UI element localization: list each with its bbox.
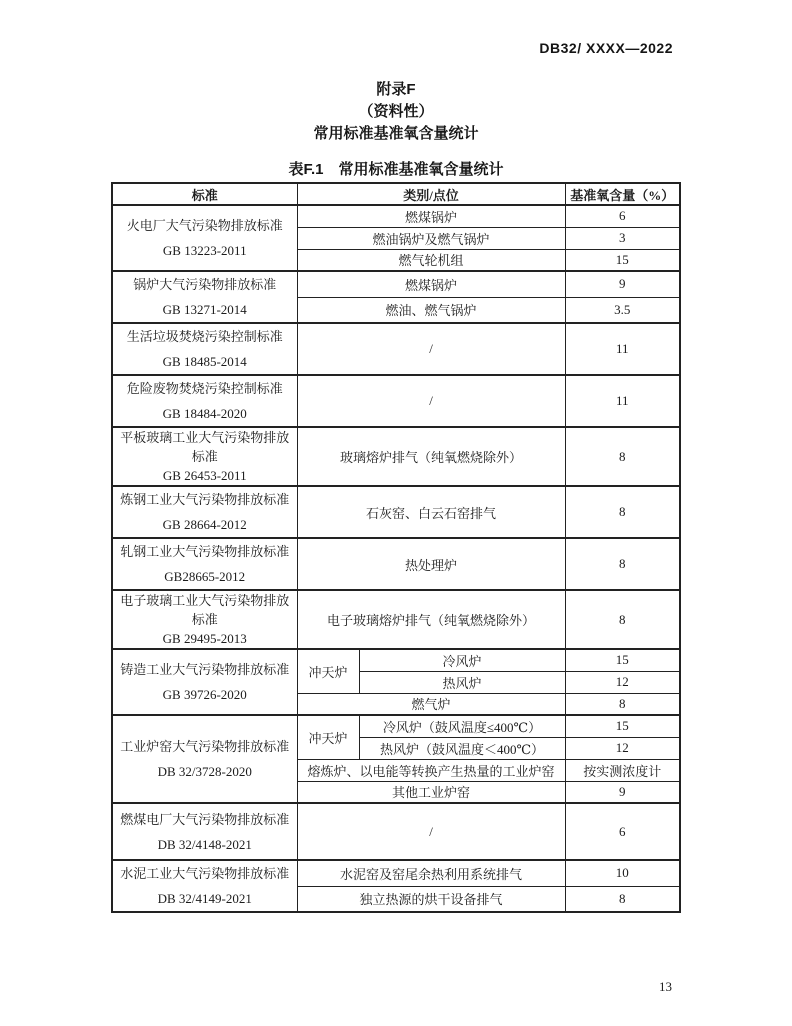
appendix-kind: （资料性） [358, 103, 434, 120]
standard-code: GB 39726-2020 [162, 687, 247, 702]
standard-name: 锅炉大气污染物排放标准 [133, 277, 277, 292]
category-cell: / [297, 375, 565, 427]
subgroup-cell: 冲天炉 [297, 715, 359, 759]
value-cell: 8 [565, 886, 680, 912]
category-cell: 热处理炉 [297, 538, 565, 590]
value-cell: 15 [565, 249, 680, 271]
document-header-code: DB32/ XXXX—2022 [539, 40, 673, 56]
value-cell: 15 [565, 649, 680, 671]
category-cell: 燃气轮机组 [297, 249, 565, 271]
standard-code: GB 13271-2014 [162, 302, 247, 317]
value-cell: 6 [565, 205, 680, 227]
standard-code: DB 32/4149-2021 [157, 891, 252, 906]
value-cell: 11 [565, 323, 680, 375]
table-row [112, 590, 680, 649]
category-cell: 燃油、燃气锅炉 [297, 297, 565, 323]
standard-code: DB 32/3728-2020 [157, 764, 252, 779]
standard-cell [112, 486, 297, 538]
col-header-value: 基准氧含量（%） [565, 183, 680, 205]
standard-name: 电子玻璃工业大气污染物排放标准 [120, 593, 290, 627]
category-cell: 电子玻璃熔炉排气（纯氧燃烧除外） [297, 590, 565, 649]
standard-name: 火电厂大气污染物排放标准 [126, 218, 283, 233]
table-caption: 表F.1 常用标准基准氧含量统计 [288, 161, 504, 178]
table-row [112, 538, 680, 590]
value-cell: 按实测浓度计 [565, 759, 680, 781]
category-cell: 热风炉（鼓风温度＜400℃） [359, 737, 565, 759]
value-cell: 8 [565, 590, 680, 649]
value-cell: 11 [565, 375, 680, 427]
category-cell: 水泥窑及窑尾余热利用系统排气 [297, 860, 565, 886]
standard-cell [112, 271, 297, 323]
value-cell: 6 [565, 803, 680, 860]
value-cell: 3.5 [565, 297, 680, 323]
category-cell: / [297, 323, 565, 375]
table-header-row [112, 183, 680, 205]
appendix-title: 附录F [376, 81, 416, 98]
standard-code: GB 18485-2014 [162, 354, 247, 369]
category-cell: 熔炼炉、以电能等转换产生热量的工业炉窑 [297, 759, 565, 781]
category-cell: 其他工业炉窑 [297, 781, 565, 803]
table-row [112, 649, 680, 671]
table-row [112, 427, 680, 486]
category-cell: 独立热源的烘干设备排气 [297, 886, 565, 912]
value-cell: 15 [565, 715, 680, 737]
standard-name: 生活垃圾焚烧污染控制标准 [126, 329, 283, 344]
value-cell: 9 [565, 271, 680, 297]
category-cell: 冷风炉（鼓风温度≤400℃） [359, 715, 565, 737]
standard-cell [112, 427, 297, 486]
standard-code: GB 29495-2013 [162, 631, 247, 646]
category-cell: 热风炉 [359, 671, 565, 693]
appendix-subject: 常用标准基准氧含量统计 [313, 125, 479, 142]
table-row [112, 715, 680, 737]
standard-name: 危险废物焚烧污染控制标准 [126, 381, 283, 396]
standard-name: 工业炉窑大气污染物排放标准 [120, 739, 290, 754]
standard-code: GB 13223-2011 [162, 243, 247, 258]
category-cell: 燃气炉 [297, 693, 565, 715]
value-cell: 3 [565, 227, 680, 249]
standard-code: GB 18484-2020 [162, 406, 247, 421]
appendix-title-block [0, 0, 792, 145]
standard-code: DB 32/4148-2021 [157, 836, 252, 852]
standard-name: 平板玻璃工业大气污染物排放标准 [120, 430, 290, 464]
value-cell: 8 [565, 427, 680, 486]
standard-cell [112, 860, 297, 912]
standard-name: 燃煤电厂大气污染物排放标准 [120, 811, 290, 827]
category-cell: 石灰窑、白云石窑排气 [297, 486, 565, 538]
standard-code: GB 26453-2011 [162, 468, 247, 483]
standard-name: 轧钢工业大气污染物排放标准 [120, 544, 290, 559]
table-row [112, 803, 680, 860]
table-row [112, 860, 680, 886]
standard-name: 炼钢工业大气污染物排放标准 [120, 492, 290, 507]
value-cell: 8 [565, 693, 680, 715]
standard-cell [112, 715, 297, 803]
standard-cell [112, 538, 297, 590]
standard-code: GB 28664-2012 [162, 517, 247, 532]
category-cell: 燃煤锅炉 [297, 205, 565, 227]
standard-cell [112, 205, 297, 271]
standard-cell [112, 649, 297, 715]
value-cell: 9 [565, 781, 680, 803]
standard-cell [112, 375, 297, 427]
oxygen-content-table [111, 182, 681, 913]
standard-name: 铸造工业大气污染物排放标准 [120, 662, 290, 677]
standard-cell [112, 803, 297, 860]
value-cell: 8 [565, 538, 680, 590]
category-cell: 冷风炉 [359, 649, 565, 671]
table-row [112, 486, 680, 538]
col-header-standard: 标准 [112, 183, 297, 205]
standard-cell [112, 590, 297, 649]
category-cell: 燃油锅炉及燃气锅炉 [297, 227, 565, 249]
category-cell: 燃煤锅炉 [297, 271, 565, 297]
table-row [112, 205, 680, 227]
value-cell: 10 [565, 860, 680, 886]
standard-name: 水泥工业大气污染物排放标准 [120, 866, 290, 881]
category-cell: / [297, 803, 565, 860]
value-cell: 12 [565, 671, 680, 693]
value-cell: 8 [565, 486, 680, 538]
table-row [112, 323, 680, 375]
table-row [112, 375, 680, 427]
table-row [112, 271, 680, 297]
standard-cell [112, 323, 297, 375]
standard-code: GB28665-2012 [164, 569, 246, 584]
col-header-category: 类别/点位 [297, 183, 565, 205]
category-cell: 玻璃熔炉排气（纯氧燃烧除外） [297, 427, 565, 486]
subgroup-cell: 冲天炉 [297, 649, 359, 693]
value-cell: 12 [565, 737, 680, 759]
page-number: 13 [659, 979, 672, 994]
